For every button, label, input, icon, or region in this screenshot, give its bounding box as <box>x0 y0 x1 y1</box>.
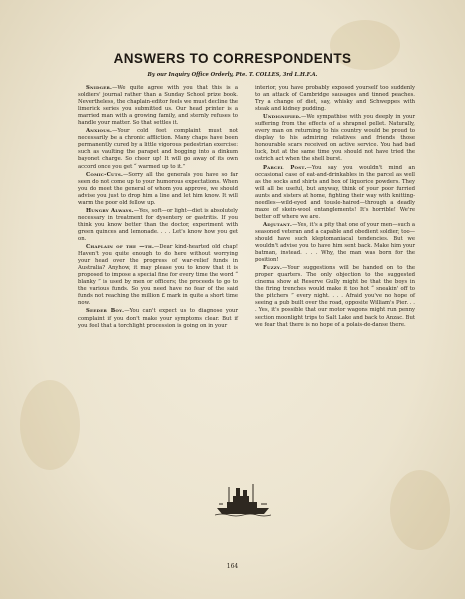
answer-text: —You can't expect us to diagnose your complaint if you don't make your symptoms clear. But if you feel that a torchlight procession is going on in your <box>78 308 238 329</box>
correspondent-name: Chaplain of the —th. <box>86 244 154 251</box>
answer-text: interior, you have probably exposed yourself too suddenly to an attack of Cambridge sausages and tinned peaches. Try a change of diet, say, whisky and Schweppes with steak and kidney pudding. <box>255 85 415 113</box>
page-title: ANSWERS TO CORRESPONDENTS <box>113 51 352 66</box>
correspondent-name: Hungry Always. <box>86 207 134 214</box>
left-column <box>78 85 238 331</box>
answer-paragraph <box>255 222 415 264</box>
correspondent-name: Undignified. <box>263 114 302 121</box>
answer-text: —You say you wouldn't mind an occasional case of eat-and-drinkables in the parcel as well as the socks and shirts and box of liquorice powders. They will all be useful, but anyway, think of your poor furried aunts and sisters at home, fighting their way with knitting-needles—wild-eyed and tousle-haired—through a deadly maze of skein-wool entanglements! It's horrible! We're better off where we are. <box>255 164 415 220</box>
answer-paragraph <box>255 85 415 113</box>
correspondent-name: Snidger. <box>86 85 113 91</box>
correspondent-name: Adjutant. <box>263 221 293 228</box>
answer-text: —Dear kind-hearted old chap! Haven't you quite enough to do here without worrying your head over the progress of war-relief funds in Australia? Anyhow, it may please you to know that it is proposed to impose a special fine for every time the word “ blanky ” is used by men or officers; the proceeds to go to the various funds. So you need have no fear of the said funds not reaching the million £ mark in quite a short time now. <box>78 244 238 307</box>
answer-text: —Sorry all the generals you have so far seen do not come up to your humorous expectations. When you do meet the general of whom you approve, we should advise you just to drop him a line and let him know. It will warm the poor old fellow up. <box>78 171 238 206</box>
answer-paragraph <box>78 172 238 207</box>
answer-paragraph <box>78 244 238 307</box>
paper-stain <box>390 470 450 550</box>
correspondent-name: Parcel Post. <box>263 164 307 171</box>
answer-text: —We sympathise with you deeply in your suffering from the effects of a shrapnel pellet. Naturally, every man on returning to his country would be proud to display to his admiring relatives and friends those honourable scars received on active service. You had bad luck, but at the same time you should not have tried the ostrich act when the shell burst. <box>255 114 415 163</box>
page-number: 164 <box>226 563 239 570</box>
answer-text: —Yes, soft—or light—diet is absolutely necessary in treatment for dysentery or gastritis. If you think you know better than the doctor, experiment with green quinces and lemonade. . . . Let's know how you get on. <box>78 207 238 242</box>
answer-text: —Your suggestions will be handed on to the proper quarters. The only objection to the suggested cinema show at Reserve Gully might be that the boys in the firing trenches would make it too hot “ sneakin' off to the pitchers ” every night. . . . Afraid you've no hope of seeing a pub built over the road, opposite William's Pier. . . . Yes, it's possible that our motor wagons might run penny section moonlight trips to Salt Lake and back to Anzac. But we fear that there is no hope of a polais-de-danse there. <box>255 265 415 328</box>
answer-paragraph <box>78 85 238 127</box>
answer-text: —We quite agree with you that this is a soldiers' journal rather than a Sunday School prize book. Nevertheless, the chaplain-editor feels we must decline the limerick series you submitted us. Our head printer is a married man with a growing family, and sternly refuses to handle your matter. So that settles it. <box>78 85 238 127</box>
answer-text: —Your cold feet complaint must not necessarily be a chronic affliction. Many chaps have been permanently cured by a little vigorous pedestrian exercise: such as vaulting the parapet and bogging into a dinkum bayonet charge. So cheer up! It will go away of its own accord once you get “ warmed up to it.” <box>78 128 238 170</box>
paper-stain <box>20 380 80 470</box>
answer-paragraph <box>255 265 415 328</box>
correspondent-name: Comic-Cuts. <box>86 171 123 178</box>
answer-text: —Yes, it's a pity that one of your men—such a seasoned veteran and a capable and obedient soldier, too—should have such kleptomaniacal tendencies. But we wouldn't advise you to have him sent back. Make him your batman, instead. . . . Why, the man was born for the position! <box>255 221 415 264</box>
correspondent-name: Anxious. <box>86 128 113 135</box>
answer-paragraph <box>78 128 238 170</box>
answer-paragraph <box>78 208 238 243</box>
answer-paragraph <box>255 114 415 163</box>
answer-paragraph <box>78 308 238 329</box>
answer-paragraph <box>255 165 415 221</box>
correspondent-name: Fuzzy. <box>263 265 282 272</box>
right-column <box>255 85 415 330</box>
correspondent-name: Seeder Boy. <box>86 308 125 315</box>
battleship-icon <box>215 482 271 518</box>
byline: By our Inquiry Office Orderly, Pte. T. COLLES, 3rd L.H.F.A. <box>147 72 318 78</box>
